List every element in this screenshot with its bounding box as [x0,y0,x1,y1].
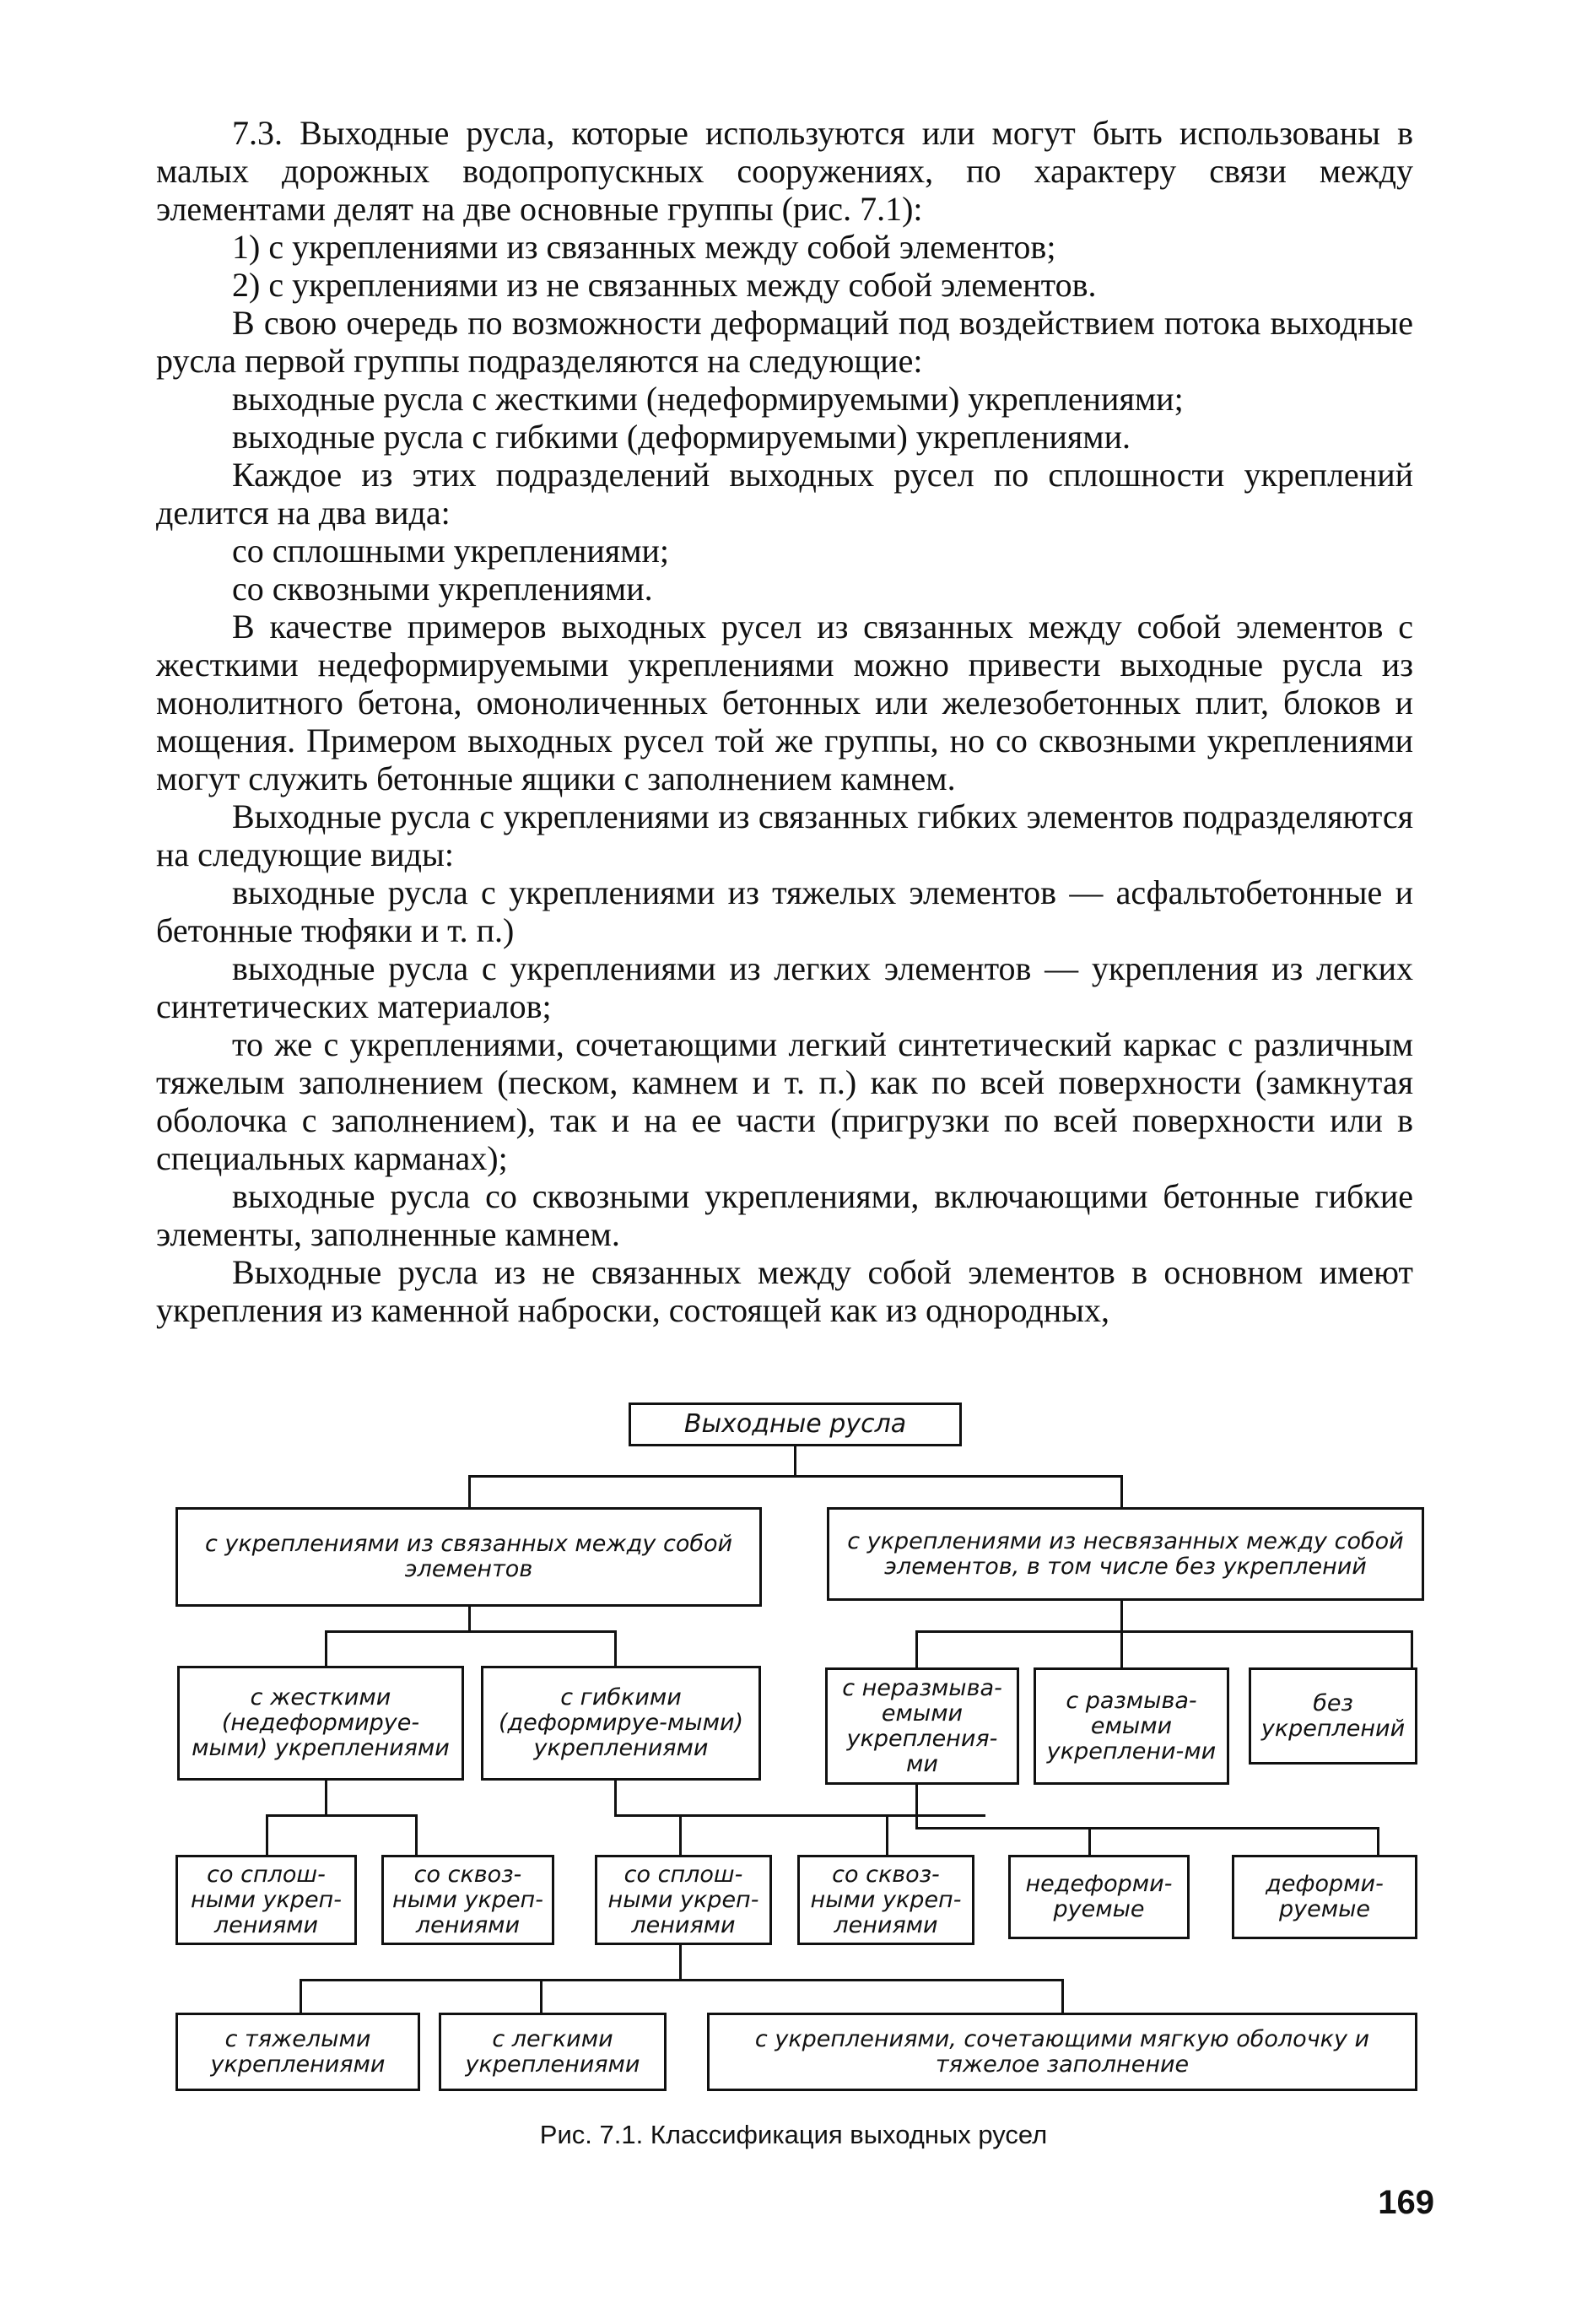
paragraph: выходные русла с укреплениями из тяжелых элементов — асфальтобетонные и бетонные тюфяки и т. п.) [156,873,1413,949]
connector-line [266,1814,268,1855]
connector-line [468,1607,471,1632]
connector-line [266,1814,418,1817]
connector-line [886,1814,888,1855]
connector-line [679,1945,682,1981]
list-item: выходные русла с гибкими (деформируемыми) укреплениями. [232,418,1131,456]
connector-line [679,1814,682,1855]
connector-line [1061,1979,1064,2013]
connector-line [614,1814,985,1817]
rigid-through-box: со сквоз-ными укреп-лениями [381,1855,554,1945]
connector-line [1120,1630,1123,1667]
connector-line [614,1781,617,1816]
non-erodible-box: с неразмыва-емыми укрепления-ми [825,1667,1019,1785]
diagram-root-box: Выходные русла [629,1403,962,1446]
flexible-through-box: со сквоз-ными укреп-лениями [797,1855,974,1945]
connector-line [794,1446,796,1477]
flexible-solid-box: со сплош-ными укреп-лениями [595,1855,772,1945]
paragraph: Выходные русла из не связанных между собой элементов в основном имеют укрепления из каменной наброски, состоящей как из однородных, [156,1253,1413,1329]
paragraph: выходные русла со сквозными укреплениями, включающими бетонные гибкие элементы, заполненные камнем. [156,1177,1413,1253]
connector-line [1377,1827,1379,1855]
erodible-box: с размыва-емыми укреплени-ми [1034,1667,1229,1785]
connector-line [468,1475,1122,1478]
paragraph: Каждое из этих подразделений выходных русел по сплошности укреплений делится на два вида: [156,456,1413,532]
deformable-box: деформи-руемые [1232,1855,1417,1939]
rigid-solid-box: со сплош-ными укреп-лениями [175,1855,357,1945]
list-item: со сплошными укреплениями; [232,532,670,570]
list-item: 2) с укреплениями из не связанных между собой элементов. [232,266,1097,304]
list-item: со сквозными укреплениями. [232,570,653,608]
paragraph: выходные русла с укреплениями из легких элементов — укрепления из легких синтетических материалов; [156,949,1413,1025]
connector-line [468,1475,471,1507]
connector-line [325,1630,327,1666]
connector-line [300,1979,302,2013]
combined-reinforcement-box: с укреплениями, сочетающими мягкую оболочку и тяжелое заполнение [707,2013,1417,2091]
light-reinforcement-box: с легкими укреплениями [439,2013,667,2091]
connector-line [325,1630,616,1633]
no-reinforcement-box: без укреплений [1249,1667,1417,1765]
list-item: выходные русла с жесткими (недеформируемыми) укреплениями; [232,380,1184,418]
connector-line [1120,1601,1123,1632]
rigid-reinforcement-box: с жесткими (недеформируе-мыми) укреплениями [177,1666,464,1781]
connector-line [1120,1475,1123,1507]
paragraph: Выходные русла с укреплениями из связанных гибких элементов подразделяются на следующие виды: [156,797,1413,873]
unbound-elements-box: с укреплениями из несвязанных между собой элементов, в том числе без укреплений [827,1507,1424,1601]
connector-line [915,1827,1379,1829]
connector-line [915,1785,918,1829]
connector-line [325,1781,327,1816]
connector-line [415,1814,418,1855]
flexible-reinforcement-box: с гибкими (деформируе-мыми) укреплениями [481,1666,761,1781]
heavy-reinforcement-box: с тяжелыми укреплениями [175,2013,420,2091]
paragraph: В качестве примеров выходных русел из связанных между собой элементов с жесткими недеформируемыми укреплениями можно привести выходные русла из монолитного бетона, омоноличенных бетонных или железобетонных плит, блоков и мощения. Примером выходных русел той же группы, но со сквозными укреплениями могут служить бетонные ящики с заполнением камнем. [156,608,1413,797]
paragraph: то же с укреплениями, сочетающими легкий синтетический каркас с различным тяжелым заполнением (песком, камнем и т. п.) как по всей поверхности (замкнутая оболочка с заполнением), так и на ее части (пригрузки по всей поверхности или в специальных карманах); [156,1025,1413,1177]
connector-line [915,1630,1413,1633]
connector-line [540,1979,542,2013]
connector-line [614,1630,617,1666]
paragraph: 7.3. Выходные русла, которые используются или могут быть использованы в малых дорожных водопропускных сооружениях, по характеру связи между элементами делят на две основные группы (рис. 7.1): [156,114,1413,228]
figure-caption: Рис. 7.1. Классификация выходных русел [539,2120,1048,2149]
bound-elements-box: с укреплениями из связанных между собой элементов [175,1507,762,1607]
connector-line [1411,1630,1413,1667]
paragraph: В свою очередь по возможности деформаций под воздействием потока выходные русла первой группы подразделяются на следующие: [156,304,1413,380]
connector-line [915,1630,918,1667]
connector-line [1088,1827,1091,1855]
page-number: 169 [1378,2184,1434,2221]
list-item: 1) с укреплениями из связанных между собой элементов; [232,228,1056,266]
non-deformable-box: недеформи-руемые [1008,1855,1190,1939]
connector-line [300,1979,1063,1981]
